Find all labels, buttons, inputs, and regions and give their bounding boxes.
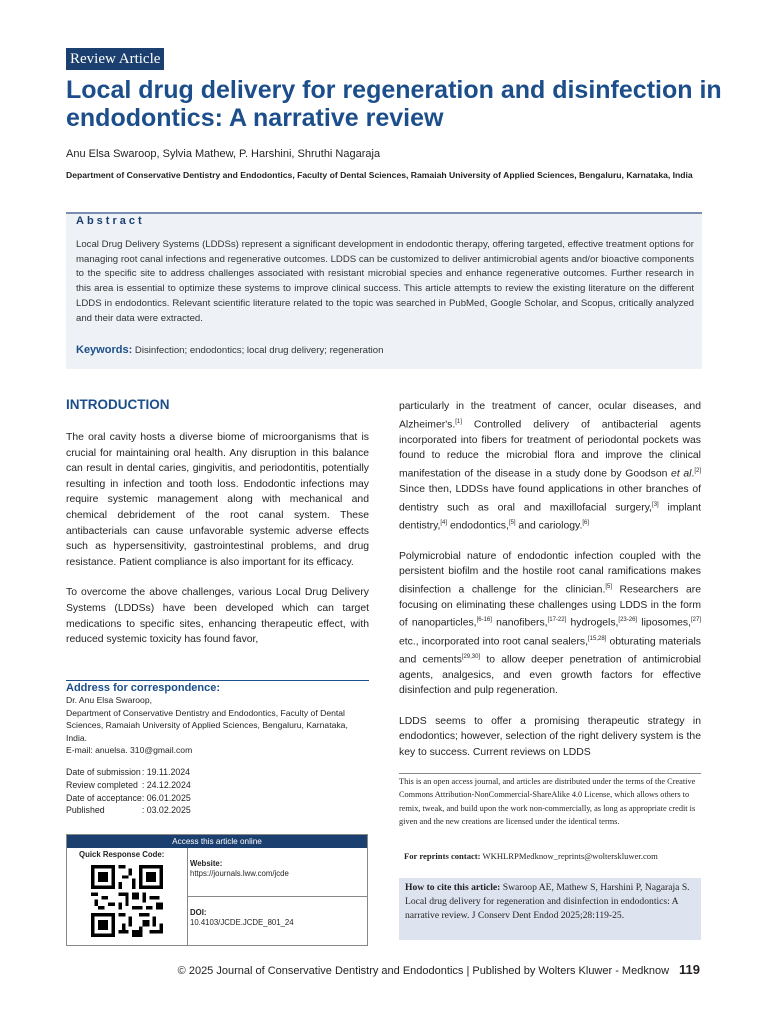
keywords-label: Keywords:: [76, 344, 133, 356]
affiliation: Department of Conservative Dentistry and Endodontics, Faculty of Dental Sciences, Ramaiah University of Applied Sciences, Bengaluru, Karnataka, India: [66, 170, 693, 180]
reprints-email[interactable]: WKHLRPMedknow_reprints@wolterskluwer.com: [482, 851, 658, 861]
correspondence-block: [66, 680, 369, 757]
dates-table: [66, 766, 191, 817]
intro-column-right: [399, 399, 701, 776]
reprints-contact: [404, 851, 658, 861]
abstract-heading: Abstract: [76, 215, 145, 227]
paragraph: particularly in the treatment of cancer, ocular diseases, and Alzheimer's.[1] Controlled delivery of antibacterial agents incorporated into fibers for treatment of periodontal pockets was found to reduce the microbial flora and improve the clinical manifestation of the disease in a study done by Goodson et al.[2] Since then, LDDSs have found applications in other branches of dentistry such as oral and maxillofacial surgery,[3] implant dentistry,[4] endodontics,[5] and cariology.[6]: [399, 401, 702, 532]
intro-column-left: [66, 430, 369, 663]
doi-link[interactable]: 10.4103/JCDE.JCDE_801_24: [190, 918, 294, 927]
cite-label: How to cite this article:: [405, 882, 501, 893]
paragraph: The oral cavity hosts a diverse biome of microorganisms that is crucial for maintaining oral health. Any disruption in this balance can result in dental caries, gingivitis, and periodontitis, potentially resulting in infection and tooth loss. Endodontic infections may require systemic management along with mechanical and chemical debridement of the root canal system. These antibacterials can cause unfavorable systemic adverse effects such as hypersensitivity, gastrointestinal problems, and drug resistance. Patient compliance is also important for its efficacy.: [66, 432, 369, 568]
date-row: Published : 03.02.2025: [66, 805, 191, 816]
correspondence-heading: Address for correspondence:: [66, 682, 221, 694]
access-online-box: [66, 834, 368, 946]
article-type-badge: Review Article: [66, 48, 164, 70]
qr-code-icon[interactable]: [91, 865, 163, 937]
doi-label: DOI:: [190, 908, 207, 917]
doi-cell: [188, 897, 367, 945]
footer-text: © 2025 Journal of Conservative Dentistry and Endodontics | Published by Wolters Kluwer - Medknow: [177, 965, 670, 977]
paragraph: Polymicrobial nature of endodontic infection coupled with the persistent biofilm and the hostile root canal ramifications makes disinfection a challenge for the clinician.[5] Researchers are focusing on eliminating these challenges using LDDS in the form of nanoparticles,[6-16] nanofibers,[17-22] hydrogels,[23-26] liposomes,[27] etc., incorporated into root canal sealers,[15,28] obturating materials and cements[29,30] to allow deeper penetration of antimicrobial agents, analgesics, and even growth factors for effective disinfection and pulp regeneration.: [399, 550, 701, 697]
date-row: Date of acceptance : 06.01.2025: [66, 792, 191, 803]
introduction-heading: INTRODUCTION: [66, 397, 170, 412]
website-label: Website:: [190, 859, 223, 868]
date-row: Review completed : 24.12.2024: [66, 779, 191, 790]
license-text: This is an open access journal, and articles are distributed under the terms of the Creative Commons Attribution-NonCommercial-ShareAlike 4.0 License, which allows others to remix, tweak, and build upon the work non-commercially, as long as appropriate credit is given and the new creations are licensed under the identical terms.: [399, 773, 701, 829]
website-cell: [188, 848, 367, 897]
reprints-label: For reprints contact:: [404, 851, 481, 861]
qr-label: Quick Response Code:: [79, 850, 165, 859]
website-link[interactable]: https://journals.lww.com/jcde: [190, 869, 289, 878]
paragraph: LDDS seems to offer a promising therapeutic strategy in endodontics; however, selection of the right delivery system is the key to success. Current reviews on LDDS: [399, 715, 701, 759]
correspondence-address: Department of Conservative Dentistry and Endodontics, Faculty of Dental Sciences, Ramaiah University of Applied Sciences, Bengaluru, Karnataka, India.: [66, 707, 348, 743]
cite-text: Swaroop AE, Mathew S, Harshini P, Nagaraja S. Local drug delivery for regeneration and disinfection in endodontics: A narrative review. J Conserv Dent Endod 2025;28:119-25.: [405, 882, 690, 922]
keywords: [76, 344, 694, 356]
date-row: Date of submission : 19.11.2024: [66, 767, 191, 777]
correspondence-name: Dr. Anu Elsa Swaroop,: [66, 695, 152, 705]
keywords-list: Disinfection; endodontics; local drug delivery; regeneration: [134, 345, 384, 356]
author-list: Anu Elsa Swaroop, Sylvia Mathew, P. Harshini, Shruthi Nagaraja: [66, 148, 381, 160]
page-number: 119: [679, 962, 700, 977]
correspondence-email: E-mail: anuelsa. 310@gmail.com: [66, 745, 193, 756]
access-heading: Access this article online: [67, 835, 367, 848]
qr-cell: [67, 848, 188, 945]
paragraph: To overcome the above challenges, various Local Drug Delivery Systems (LDDSs) have been developed which can target medications to specific sites, enhancing therapeutic effect, with reduced systemic toxicity has found favor,: [66, 587, 369, 646]
citation-box: [399, 878, 701, 940]
article-title: Local drug delivery for regeneration and disinfection in endodontics: A narrative review: [66, 76, 722, 132]
page-footer: [178, 962, 700, 977]
abstract-text: Local Drug Delivery Systems (LDDSs) represent a significant development in endodontic therapy, offering targeted, effective treatment options for managing root canal infections and regenerative outcomes. LDDS can be customized to deliver antimicrobial agents and/or bioactive components to the specific site to address challenges associated with resistant microbial species and enhance regenerative outcomes. Further research in this area is essential to optimize these systems to improve clinical success. This article attempts to review the existing literature on the different LDDS in endodontics. Relevant scientific literature related to the topic was searched in PubMed, Google Scholar, and Scopus, critically analyzed and their data were extracted.: [76, 239, 694, 324]
